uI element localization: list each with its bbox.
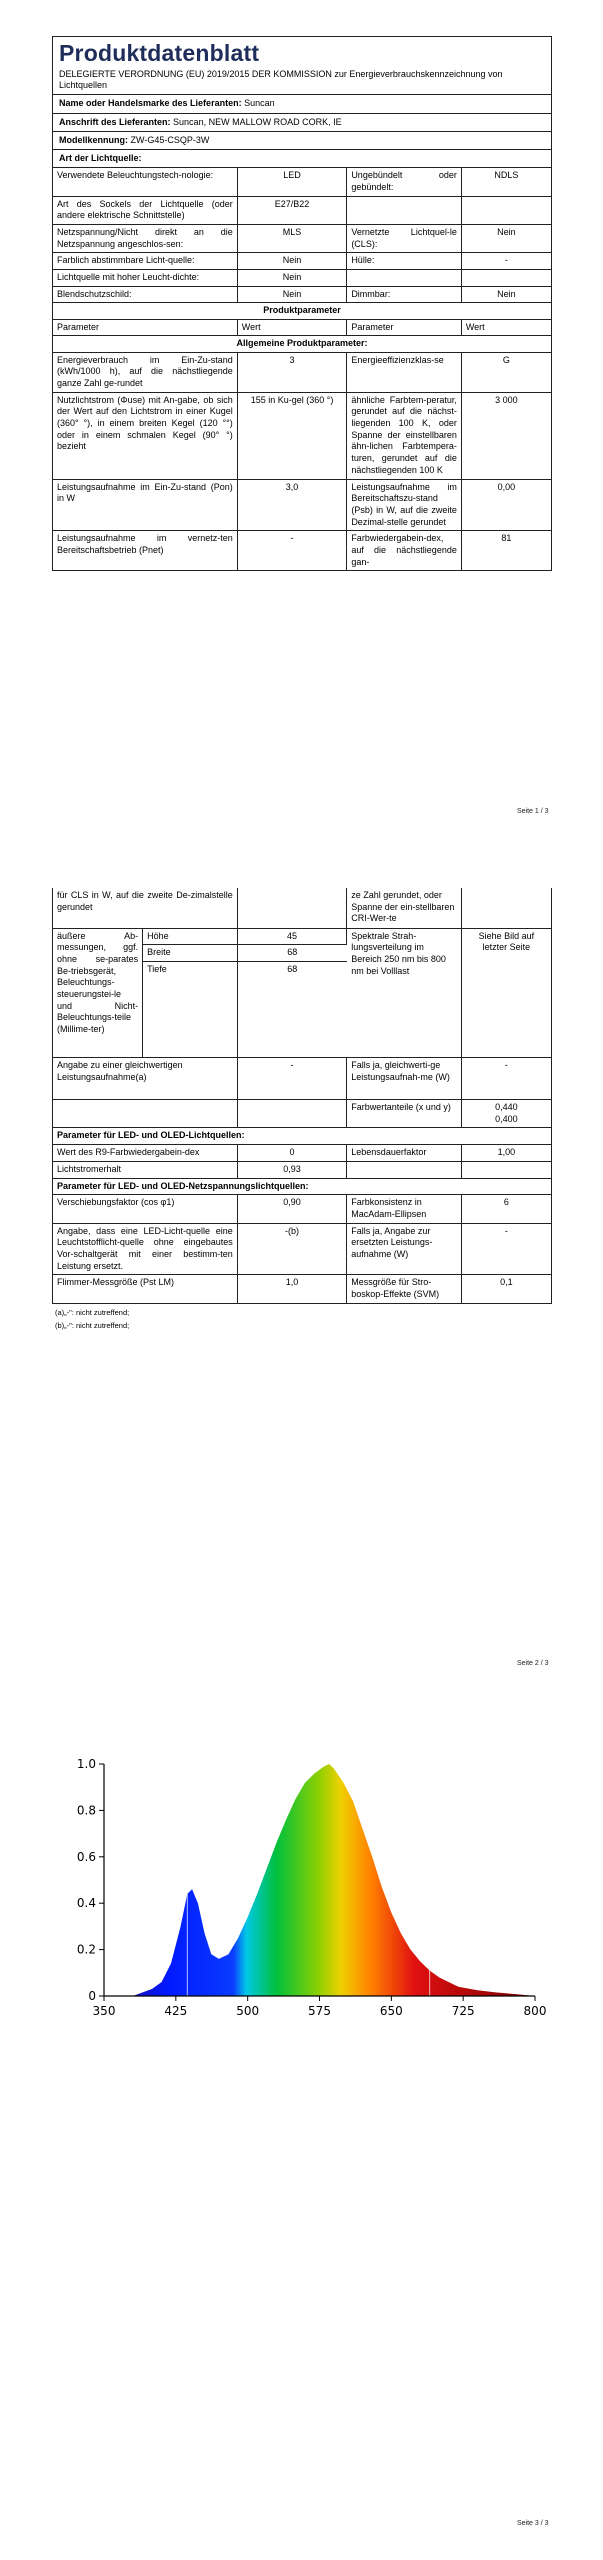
general-param-row bbox=[53, 353, 551, 393]
y-tick-label: 0.8 bbox=[76, 1803, 96, 1818]
replaced-power-value: - bbox=[461, 1223, 551, 1275]
light-type-row bbox=[53, 253, 551, 270]
dim-depth-value: 68 bbox=[287, 963, 298, 974]
general-param-cell-0-3: G bbox=[461, 353, 551, 393]
stroboscopic-metric-label: Messgröße für Stro-boskop-Effekte (SVM) bbox=[347, 1275, 462, 1303]
chromaticity-label: Farbwertanteile (x und y) bbox=[347, 1100, 462, 1128]
equivalent-power-right-value: - bbox=[461, 1058, 551, 1100]
r9-value: 0 bbox=[237, 1145, 347, 1162]
light-type-cell-0-3: NDLS bbox=[461, 168, 551, 196]
light-type-cell-5-1: Nein bbox=[237, 286, 347, 303]
light-type-row bbox=[53, 196, 551, 224]
light-type-cell-2-1: MLS bbox=[237, 225, 347, 253]
equivalent-power-label: Angabe zu einer gleichwertigen Leistungsaufnahme(a) bbox=[53, 1058, 237, 1100]
light-type-cell-0-0: Verwendete Beleuchtungstech-nologie: bbox=[53, 168, 237, 196]
light-type-cell-4-3 bbox=[461, 270, 551, 287]
general-param-cell-2-0: Leistungsaufnahme im Ein-Zu-stand (Pon) in W bbox=[53, 479, 237, 531]
general-param-cell-3-2: Farbwiedergabein-dex, auf die nächstliegende gan- bbox=[347, 531, 462, 571]
datasheet-page-2 bbox=[52, 888, 552, 1330]
light-type-cell-3-1: Nein bbox=[237, 253, 347, 270]
replaced-power-label: Falls ja, Angabe zur ersetzten Leistungs-aufnahme (W) bbox=[347, 1223, 462, 1275]
light-type-cell-2-0: Netzspannung/Nicht direkt an die Netzspannung angeschlos-sen: bbox=[53, 225, 237, 253]
equivalent-power-value: - bbox=[237, 1058, 347, 1100]
light-type-cell-4-1: Nein bbox=[237, 270, 347, 287]
displacement-factor-label: Verschiebungsfaktor (cos φ1) bbox=[53, 1195, 237, 1223]
address-value: Suncan, NEW MALLOW ROAD CORK, IE bbox=[173, 116, 342, 127]
chromaticity-value bbox=[461, 1100, 551, 1128]
page-number-1: Seite 1 / 3 bbox=[517, 808, 549, 815]
regulation-subtitle: DELEGIERTE VERORDNUNG (EU) 2019/2015 DER KOMMISSION zur Energieverbrauchskennzeichnung von Lichtquellen bbox=[53, 68, 551, 96]
general-param-cell-1-2: ähnliche Farbtem-peratur, gerundet auf die nächst-liegenden 100 K, oder Spanne der einstellbaren ähn-lichen Farbtempera-turen, gerundet auf die nächstliegenden 100 K bbox=[347, 392, 462, 479]
general-param-cell-2-1: 3,0 bbox=[237, 479, 347, 531]
y-tick-label: 0.4 bbox=[76, 1896, 96, 1911]
col-value-1: Wert bbox=[237, 320, 347, 336]
model-value: ZW-G45-CSQP-3W bbox=[130, 134, 210, 145]
light-type-cell-2-2: Vernetzte Lichtquel-le (CLS): bbox=[347, 225, 462, 253]
led-parameters-heading: Parameter für LED- und OLED-Lichtquellen: bbox=[53, 1128, 551, 1145]
light-source-type-heading: Art der Lichtquelle: bbox=[53, 150, 551, 168]
general-param-cell-0-0: Energieverbrauch im Ein-Zu-stand (kWh/1000 h), auf die nächstliegende ganze Zahl ge-rundet bbox=[53, 353, 237, 393]
general-param-cell-1-0: Nutzlichtstrom (Φuse) mit An-gabe, ob sich der Wert auf den Lichtstrom in einer Kugel (360° °), in einem breiten Kegel (120 °°) oder in einem schmalen Kegel (90° °) bezieht bbox=[53, 392, 237, 479]
flicker-metric-label: Flimmer-Messgröße (Pst LM) bbox=[53, 1275, 237, 1303]
light-type-row bbox=[53, 270, 551, 287]
light-type-cell-5-3: Nein bbox=[461, 286, 551, 303]
light-type-row bbox=[53, 225, 551, 253]
spectral-distribution-label: Spektrale Strah-lungsverteilung im Bereich 250 nm bis 800 nm bei Volllast bbox=[347, 928, 462, 1058]
dim-width-value: 68 bbox=[237, 945, 347, 962]
model-row bbox=[53, 132, 551, 150]
x-tick-label: 500 bbox=[236, 2004, 260, 2018]
general-param-cell-2-3: 0,00 bbox=[461, 479, 551, 531]
survival-factor-label: Lebensdauerfaktor bbox=[347, 1145, 462, 1162]
spectral-distribution-value: Siehe Bild auf letzter Seite bbox=[461, 928, 551, 1058]
x-tick-label: 350 bbox=[92, 2004, 116, 2018]
chromaticity-x: 0,440 bbox=[495, 1102, 518, 1113]
general-param-cell-1-1: 155 in Ku-gel (360 °) bbox=[237, 392, 347, 479]
light-type-cell-3-2: Hülle: bbox=[347, 253, 462, 270]
dim-height-value: 45 bbox=[237, 928, 347, 945]
light-type-cell-1-2 bbox=[347, 196, 462, 224]
light-type-row bbox=[53, 286, 551, 303]
spectrum-svg bbox=[60, 1752, 550, 2042]
y-tick-label: 0.6 bbox=[76, 1849, 96, 1864]
light-source-type-table bbox=[53, 168, 551, 303]
footnote-b: (b)„-": nicht zutreffend; bbox=[55, 1321, 130, 1331]
general-param-row bbox=[53, 392, 551, 479]
col-value-2: Wert bbox=[461, 320, 551, 336]
y-tick-label: 0 bbox=[88, 1989, 96, 2003]
light-type-row bbox=[53, 168, 551, 196]
cri-cont: ze Zahl gerundet, oder Spanne der ein-stellbaren CRI-Wer-te bbox=[347, 888, 462, 928]
general-param-cell-3-1: - bbox=[237, 531, 347, 571]
light-type-cell-0-1: LED bbox=[237, 168, 347, 196]
x-tick-label: 725 bbox=[451, 2004, 475, 2018]
dim-height-label: Höhe bbox=[143, 928, 238, 945]
displacement-factor-value: 0,90 bbox=[237, 1195, 347, 1223]
replacement-claim-label: Angabe, dass eine LED-Licht-quelle eine Leuchtstofflicht-quelle ohne eingebautes Vor-schaltgerät mit einer bestimm-ten Leistung ersetzt. bbox=[53, 1223, 237, 1275]
general-param-row bbox=[53, 479, 551, 531]
general-param-cell-0-2: Energieeffizienzklas-se bbox=[347, 353, 462, 393]
product-parameters-heading: Produktparameter bbox=[53, 303, 551, 319]
document-title: Produktdatenblatt bbox=[59, 40, 260, 66]
light-type-cell-3-3: - bbox=[461, 253, 551, 270]
chromaticity-y: 0,400 bbox=[495, 1113, 518, 1124]
page-number-2: Seite 2 / 3 bbox=[517, 1660, 549, 1667]
survival-factor-value: 1,00 bbox=[461, 1145, 551, 1162]
continuation-table bbox=[53, 888, 551, 1304]
light-type-cell-5-2: Dimmbar: bbox=[347, 286, 462, 303]
general-param-cell-0-1: 3 bbox=[237, 353, 347, 393]
footnote-a: (a)„-": nicht zutreffend; bbox=[55, 1307, 130, 1317]
flicker-metric-value: 1,0 bbox=[237, 1275, 347, 1303]
col-parameter-1: Parameter bbox=[53, 320, 237, 336]
dim-depth-label: Tiefe bbox=[143, 961, 238, 977]
light-type-cell-1-3 bbox=[461, 196, 551, 224]
spectral-distribution-chart bbox=[60, 1752, 550, 2042]
x-tick-label: 800 bbox=[523, 2004, 547, 2018]
model-label: Modellkennung: bbox=[59, 134, 128, 145]
x-tick-label: 425 bbox=[164, 2004, 188, 2018]
light-type-cell-1-0: Art des Sockels der Lichtquelle (oder andere elektrische Schnittstelle) bbox=[53, 196, 237, 224]
light-type-cell-2-3: Nein bbox=[461, 225, 551, 253]
supplier-value: Suncan bbox=[244, 98, 275, 109]
page-number-3: Seite 3 / 3 bbox=[517, 2520, 549, 2527]
dimensions-label: äußere Ab-messungen, ggf. ohne se-parates Be-triebsgerät, Beleuchtungs-steuerungstei-le und Nicht-Beleuchtungs-teile (Millime-ter) bbox=[53, 928, 143, 1058]
general-param-cell-1-3: 3 000 bbox=[461, 392, 551, 479]
equivalent-power-right-label: Falls ja, gleichwerti-ge Leistungsaufnah-me (W) bbox=[347, 1058, 462, 1100]
y-tick-label: 1.0 bbox=[76, 1757, 96, 1771]
x-tick-label: 575 bbox=[308, 2004, 331, 2018]
spectrum-area bbox=[104, 1764, 535, 1996]
replacement-claim-value: -(b) bbox=[237, 1223, 347, 1275]
general-param-cell-3-3: 81 bbox=[461, 531, 551, 571]
light-type-cell-0-2: Ungebündelt oder gebündelt: bbox=[347, 168, 462, 196]
supplier-label: Name oder Handelsmarke des Lieferanten: bbox=[59, 98, 242, 109]
color-consistency-value: 6 bbox=[461, 1195, 551, 1223]
footnotes bbox=[52, 1304, 552, 1331]
address-row bbox=[53, 114, 551, 132]
standby-networked-cont: für CLS in W, auf die zweite De-zimalstelle gerundet bbox=[53, 888, 237, 928]
lumen-maintenance-value: 0,93 bbox=[237, 1161, 347, 1178]
dim-width-label: Breite bbox=[143, 945, 238, 962]
address-label: Anschrift des Lieferanten: bbox=[59, 116, 171, 127]
general-param-cell-3-0: Leistungsaufnahme im vernetz-ten Bereitschaftsbetrieb (Pnet) bbox=[53, 531, 237, 571]
light-type-cell-5-0: Blendschutzschild: bbox=[53, 286, 237, 303]
mains-led-parameters-heading: Parameter für LED- und OLED-Netzspannungslichtquellen: bbox=[53, 1178, 551, 1195]
x-tick-label: 650 bbox=[379, 2004, 403, 2018]
general-param-row bbox=[53, 531, 551, 571]
light-type-cell-3-0: Farblich abstimmbare Licht-quelle: bbox=[53, 253, 237, 270]
lumen-maintenance-label: Lichtstromerhalt bbox=[53, 1161, 237, 1178]
general-parameters-table bbox=[53, 353, 551, 572]
light-type-cell-4-0: Lichtquelle mit hoher Leucht-dichte: bbox=[53, 270, 237, 287]
col-parameter-2: Parameter bbox=[347, 320, 462, 336]
stroboscopic-metric-value: 0,1 bbox=[461, 1275, 551, 1303]
general-parameters-heading: Allgemeine Produktparameter: bbox=[53, 336, 551, 352]
datasheet-page-1 bbox=[52, 36, 552, 571]
light-type-cell-4-2 bbox=[347, 270, 462, 287]
y-tick-label: 0.2 bbox=[76, 1942, 96, 1957]
parameter-header-table bbox=[53, 320, 551, 337]
supplier-row bbox=[53, 95, 551, 113]
r9-label: Wert des R9-Farbwiedergabein-dex bbox=[53, 1145, 237, 1162]
general-param-cell-2-2: Leistungsaufnahme im Bereitschaftszu-stand (Psb) in W, auf die zweite Dezimal-stelle gerundet bbox=[347, 479, 462, 531]
color-consistency-label: Farbkonsistenz in MacAdam-Ellipsen bbox=[347, 1195, 462, 1223]
light-type-cell-1-1: E27/B22 bbox=[237, 196, 347, 224]
